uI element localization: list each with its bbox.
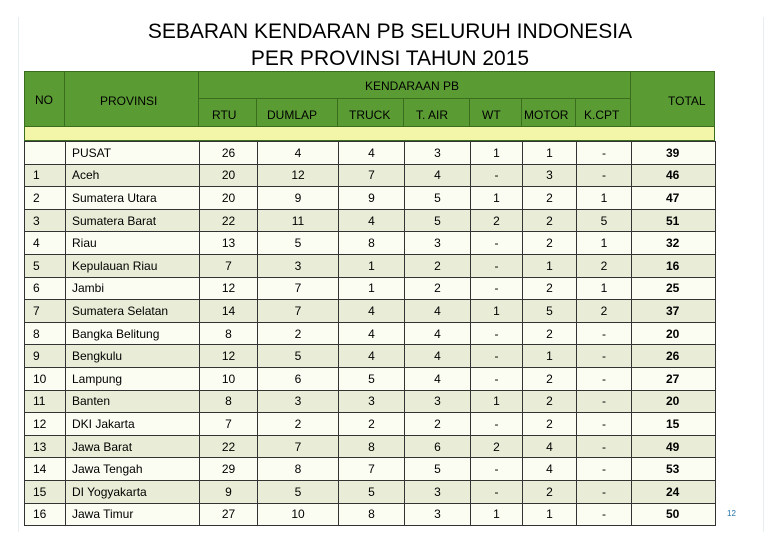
cell-tair: 3 (405, 503, 471, 526)
cell-dumlap: 4 (258, 142, 339, 165)
cell-provinsi: Sumatera Utara (66, 187, 200, 210)
cell-provinsi: Kepulauan Riau (66, 254, 200, 277)
cell-wt: - (471, 322, 523, 345)
cell-wt: 1 (471, 300, 523, 323)
cell-no: 3 (25, 209, 66, 232)
cell-kcpt: - (577, 322, 632, 345)
cell-motor: 5 (523, 300, 577, 323)
cell-total: 16 (632, 254, 716, 277)
cell-rtu: 27 (200, 503, 258, 526)
cell-tair: 3 (405, 480, 471, 503)
header-separator-bar (25, 127, 714, 140)
cell-tair: 2 (405, 277, 471, 300)
cell-motor: 2 (523, 187, 577, 210)
cell-no: 5 (25, 254, 66, 277)
cell-total: 39 (632, 142, 716, 165)
cell-provinsi: Jawa Timur (66, 503, 200, 526)
cell-rtu: 29 (200, 458, 258, 481)
cell-dumlap: 9 (258, 187, 339, 210)
cell-rtu: 8 (200, 322, 258, 345)
cell-kcpt: - (577, 413, 632, 436)
title-line-2: PER PROVINSI TAHUN 2015 (250, 47, 530, 70)
cell-provinsi: Bangka Belitung (66, 322, 200, 345)
cell-rtu: 13 (200, 232, 258, 255)
cell-tair: 5 (405, 209, 471, 232)
cell-motor: 2 (523, 480, 577, 503)
cell-motor: 4 (523, 435, 577, 458)
header-col-truck: TRUCK (349, 108, 391, 122)
cell-wt: - (471, 480, 523, 503)
cell-motor: 2 (523, 390, 577, 413)
cell-tair: 4 (405, 345, 471, 368)
cell-provinsi: PUSAT (66, 142, 200, 165)
cell-kcpt: - (577, 367, 632, 390)
cell-total: 32 (632, 232, 716, 255)
cell-dumlap: 7 (258, 277, 339, 300)
cell-truck: 4 (339, 142, 405, 165)
cell-provinsi: Sumatera Selatan (66, 300, 200, 323)
cell-wt: - (471, 458, 523, 481)
header-provinsi-label: PROVINSI (100, 94, 158, 108)
cell-no: 1 (25, 164, 66, 187)
title-line-1: SEBARAN KENDARAN PB SELURUH INDONESIA (147, 20, 633, 43)
cell-motor: 1 (523, 503, 577, 526)
cell-total: 26 (632, 345, 716, 368)
cell-tair: 6 (405, 435, 471, 458)
cell-total: 15 (632, 413, 716, 436)
table-row (25, 277, 716, 300)
cell-truck: 8 (339, 232, 405, 255)
cell-dumlap: 2 (258, 413, 339, 436)
cell-no: 2 (25, 187, 66, 210)
cell-total: 51 (632, 209, 716, 232)
cell-no: 13 (25, 435, 66, 458)
cell-rtu: 12 (200, 277, 258, 300)
cell-truck: 5 (339, 480, 405, 503)
cell-dumlap: 5 (258, 345, 339, 368)
cell-motor: 1 (523, 254, 577, 277)
cell-dumlap: 5 (258, 480, 339, 503)
cell-kcpt: 2 (577, 300, 632, 323)
cell-dumlap: 12 (258, 164, 339, 187)
header-col-tair: T. AIR (416, 108, 449, 122)
cell-truck: 7 (339, 458, 405, 481)
cell-total: 47 (632, 187, 716, 210)
cell-motor: 4 (523, 458, 577, 481)
cell-total: 37 (632, 300, 716, 323)
table-row (25, 345, 716, 368)
table-body (25, 142, 716, 526)
cell-dumlap: 5 (258, 232, 339, 255)
table-row (25, 254, 716, 277)
cell-motor: 2 (523, 232, 577, 255)
cell-wt: - (471, 232, 523, 255)
cell-tair: 5 (405, 187, 471, 210)
cell-motor: 3 (523, 164, 577, 187)
cell-wt: - (471, 277, 523, 300)
cell-wt: 2 (471, 209, 523, 232)
table-row (25, 232, 716, 255)
cell-no: 12 (25, 413, 66, 436)
table-row (25, 480, 716, 503)
cell-wt: 1 (471, 390, 523, 413)
cell-truck: 5 (339, 367, 405, 390)
cell-provinsi: Banten (66, 390, 200, 413)
cell-kcpt: 2 (577, 254, 632, 277)
cell-wt: - (471, 254, 523, 277)
cell-total: 25 (632, 277, 716, 300)
cell-rtu: 10 (200, 367, 258, 390)
cell-dumlap: 7 (258, 300, 339, 323)
cell-total: 50 (632, 503, 716, 526)
cell-dumlap: 3 (258, 254, 339, 277)
cell-truck: 8 (339, 435, 405, 458)
vehicle-table (24, 141, 716, 526)
cell-provinsi: Jawa Tengah (66, 458, 200, 481)
table-row (25, 390, 716, 413)
cell-provinsi: DKI Jakarta (66, 413, 200, 436)
cell-tair: 3 (405, 390, 471, 413)
cell-truck: 1 (339, 277, 405, 300)
cell-truck: 9 (339, 187, 405, 210)
cell-motor: 2 (523, 209, 577, 232)
table-row (25, 322, 716, 345)
cell-no: 6 (25, 277, 66, 300)
cell-no: 15 (25, 480, 66, 503)
cell-kcpt: 1 (577, 187, 632, 210)
cell-motor: 2 (523, 322, 577, 345)
cell-rtu: 12 (200, 345, 258, 368)
cell-tair: 5 (405, 458, 471, 481)
cell-no (25, 142, 66, 165)
cell-provinsi: Lampung (66, 367, 200, 390)
cell-kcpt: 1 (577, 232, 632, 255)
cell-total: 49 (632, 435, 716, 458)
header-col-dumlap: DUMLAP (267, 108, 318, 122)
cell-kcpt: - (577, 480, 632, 503)
cell-kcpt: - (577, 345, 632, 368)
cell-provinsi: Sumatera Barat (66, 209, 200, 232)
cell-wt: - (471, 345, 523, 368)
cell-truck: 4 (339, 345, 405, 368)
header-col-rtu: RTU (212, 108, 237, 122)
cell-total: 53 (632, 458, 716, 481)
cell-provinsi: Aceh (66, 164, 200, 187)
cell-wt: 1 (471, 142, 523, 165)
cell-motor: 1 (523, 142, 577, 165)
cell-truck: 7 (339, 164, 405, 187)
table-row (25, 209, 716, 232)
cell-motor: 2 (523, 367, 577, 390)
table-row (25, 164, 716, 187)
header-col-wt: WT (482, 108, 501, 122)
cell-motor: 2 (523, 413, 577, 436)
cell-rtu: 8 (200, 390, 258, 413)
cell-total: 20 (632, 322, 716, 345)
cell-kcpt: - (577, 458, 632, 481)
cell-dumlap: 2 (258, 322, 339, 345)
cell-truck: 4 (339, 209, 405, 232)
cell-rtu: 7 (200, 254, 258, 277)
cell-rtu: 20 (200, 187, 258, 210)
page-title (0, 18, 780, 72)
cell-truck: 1 (339, 254, 405, 277)
cell-wt: 1 (471, 503, 523, 526)
cell-dumlap: 3 (258, 390, 339, 413)
cell-motor: 2 (523, 277, 577, 300)
cell-tair: 4 (405, 367, 471, 390)
cell-kcpt: - (577, 142, 632, 165)
cell-no: 14 (25, 458, 66, 481)
cell-total: 46 (632, 164, 716, 187)
cell-truck: 4 (339, 300, 405, 323)
cell-rtu: 20 (200, 164, 258, 187)
cell-no: 10 (25, 367, 66, 390)
cell-dumlap: 8 (258, 458, 339, 481)
cell-dumlap: 6 (258, 367, 339, 390)
cell-tair: 4 (405, 164, 471, 187)
cell-kcpt: - (577, 164, 632, 187)
cell-truck: 3 (339, 390, 405, 413)
header-no-label: NO (35, 93, 53, 107)
cell-tair: 3 (405, 142, 471, 165)
cell-rtu: 22 (200, 209, 258, 232)
cell-no: 8 (25, 322, 66, 345)
cell-rtu: 9 (200, 480, 258, 503)
header-col-kcpt: K.CPT (584, 108, 620, 122)
cell-kcpt: - (577, 435, 632, 458)
table-row (25, 187, 716, 210)
cell-truck: 2 (339, 413, 405, 436)
cell-kcpt: 1 (577, 277, 632, 300)
cell-truck: 8 (339, 503, 405, 526)
cell-tair: 4 (405, 322, 471, 345)
cell-motor: 1 (523, 345, 577, 368)
cell-no: 4 (25, 232, 66, 255)
page-number: 12 (727, 509, 736, 518)
cell-rtu: 14 (200, 300, 258, 323)
cell-dumlap: 10 (258, 503, 339, 526)
table-row (25, 435, 716, 458)
cell-tair: 3 (405, 232, 471, 255)
cell-kcpt: - (577, 390, 632, 413)
cell-dumlap: 11 (258, 209, 339, 232)
cell-wt: - (471, 413, 523, 436)
cell-wt: 1 (471, 187, 523, 210)
table-row (25, 142, 716, 165)
cell-total: 24 (632, 480, 716, 503)
cell-no: 9 (25, 345, 66, 368)
cell-provinsi: Bengkulu (66, 345, 200, 368)
table-row (25, 300, 716, 323)
cell-no: 16 (25, 503, 66, 526)
header-group-label: KENDARAAN PB (365, 79, 460, 93)
cell-kcpt: - (577, 503, 632, 526)
cell-tair: 2 (405, 254, 471, 277)
cell-wt: 2 (471, 435, 523, 458)
cell-tair: 4 (405, 300, 471, 323)
cell-total: 20 (632, 390, 716, 413)
cell-provinsi: Riau (66, 232, 200, 255)
table-row (25, 413, 716, 436)
cell-provinsi: DI Yogyakarta (66, 480, 200, 503)
cell-dumlap: 7 (258, 435, 339, 458)
table-row (25, 367, 716, 390)
cell-rtu: 26 (200, 142, 258, 165)
cell-truck: 4 (339, 322, 405, 345)
cell-kcpt: 5 (577, 209, 632, 232)
cell-provinsi: Jawa Barat (66, 435, 200, 458)
cell-total: 27 (632, 367, 716, 390)
header-total-label: TOTAL (668, 94, 706, 108)
header-col-motor: MOTOR (524, 108, 569, 122)
cell-rtu: 7 (200, 413, 258, 436)
table-row (25, 503, 716, 526)
cell-wt: - (471, 164, 523, 187)
cell-provinsi: Jambi (66, 277, 200, 300)
cell-tair: 2 (405, 413, 471, 436)
cell-no: 7 (25, 300, 66, 323)
table-row (25, 458, 716, 481)
cell-wt: - (471, 367, 523, 390)
cell-rtu: 22 (200, 435, 258, 458)
cell-no: 11 (25, 390, 66, 413)
